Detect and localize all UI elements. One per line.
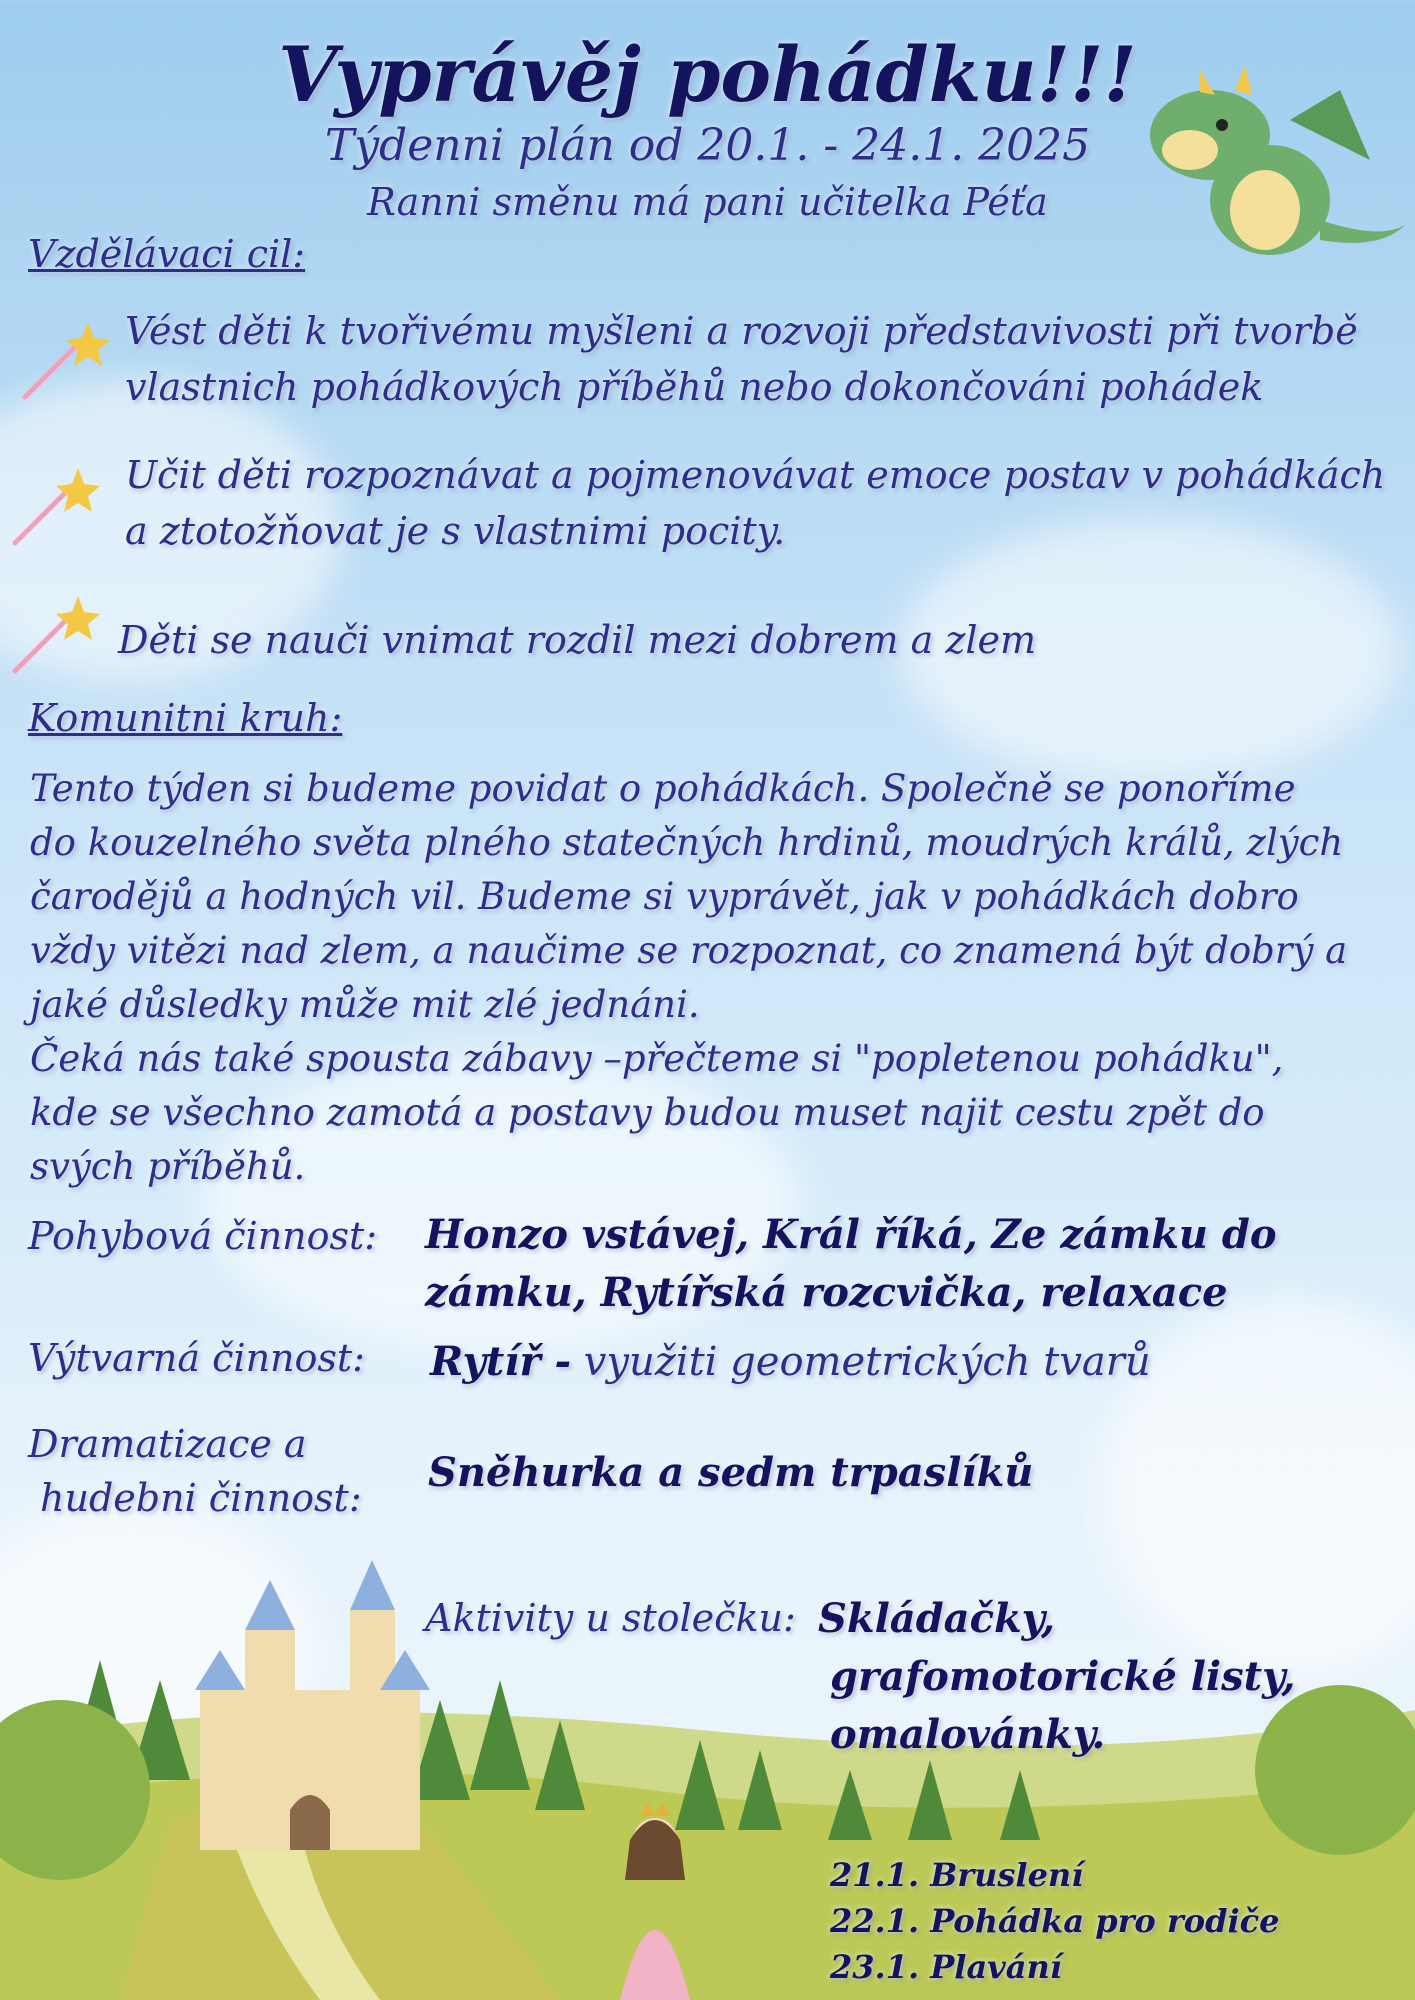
art-value [430,1333,1330,1391]
art-value-title: Rytíř - [430,1338,572,1385]
community-paragraph: Tento týden si budeme povidat o pohádkách. Společně se ponoříme do kouzelného světa plného statečných hrdinů, moudrých králů, zlých čarodějů a hodných vil. Budeme si vyprávět, jak v pohádkách dobro vždy vitězi nad zlem, a naučime se rozpoznat, co znamená být dobrý a jaké důsledky může mit zlé jednáni. [30,767,1348,1026]
community-text [30,762,1350,1194]
week-plan-subtitle: Týdenni plán od 20.1. - 24.1. 2025 [324,120,1091,171]
magic-wand-icon [10,458,105,548]
drama-label: hudebni činnost: [40,1476,362,1520]
movement-label: Pohybová činnost: [28,1214,378,1258]
table-activities-label: Aktivity u stolečku: [425,1596,796,1640]
events-list [830,1852,1279,1990]
table-activities-value: grafomotorické listy, [830,1653,1296,1700]
drama-label: Dramatizace a [28,1422,307,1466]
event-item: 21.1. Bruslení [830,1856,1084,1894]
movement-value: Honzo vstávej, Král říká, Ze zámku do zámku, Rytířská rozcvička, relaxace [425,1211,1277,1316]
art-value-detail: využiti geometrických tvarů [571,1339,1151,1385]
goal-item: Vést děti k tvořivému myšleni a rozvoji představivosti při tvorbě vlastnich pohádkových příběhů nebo dokončováni pohádek [125,309,1358,409]
magic-wand-icon [10,586,105,676]
art-label: Výtvarná činnost: [28,1336,365,1380]
drama-value: Sněhurka a sedm trpaslíků [428,1449,1034,1496]
table-activities-value: Skládačky, [818,1595,1056,1642]
table-activities-value: omalovánky. [830,1711,1106,1758]
morning-shift-note: Ranni směnu má pani učitelka Péťa [367,180,1048,224]
community-heading: Komunitni kruh: [28,696,343,740]
goal-item: Děti se nauči vnimat rozdil mezi dobrem a zlem [118,618,1037,662]
castle-icon [195,1560,430,1850]
education-heading: Vzdělávaci cil: [28,232,306,276]
community-paragraph: Čeká nás také spousta zábavy –přečteme si "popletenou pohádku", kde se všechno zamotá a postavy budou muset najit cestu zpět do svých příběhů. [30,1037,1284,1188]
event-item: 22.1. Pohádka pro rodiče [830,1902,1280,1940]
magic-wand-icon [20,312,115,402]
event-item: 23.1. Plavání [830,1948,1062,1986]
page-title: Vyprávěj pohádku!!! [278,30,1137,119]
goal-item: Učit děti rozpoznávat a pojmenovávat emoce postav v pohádkách a ztotožňovat je s vlastnimi pocity. [125,453,1386,553]
